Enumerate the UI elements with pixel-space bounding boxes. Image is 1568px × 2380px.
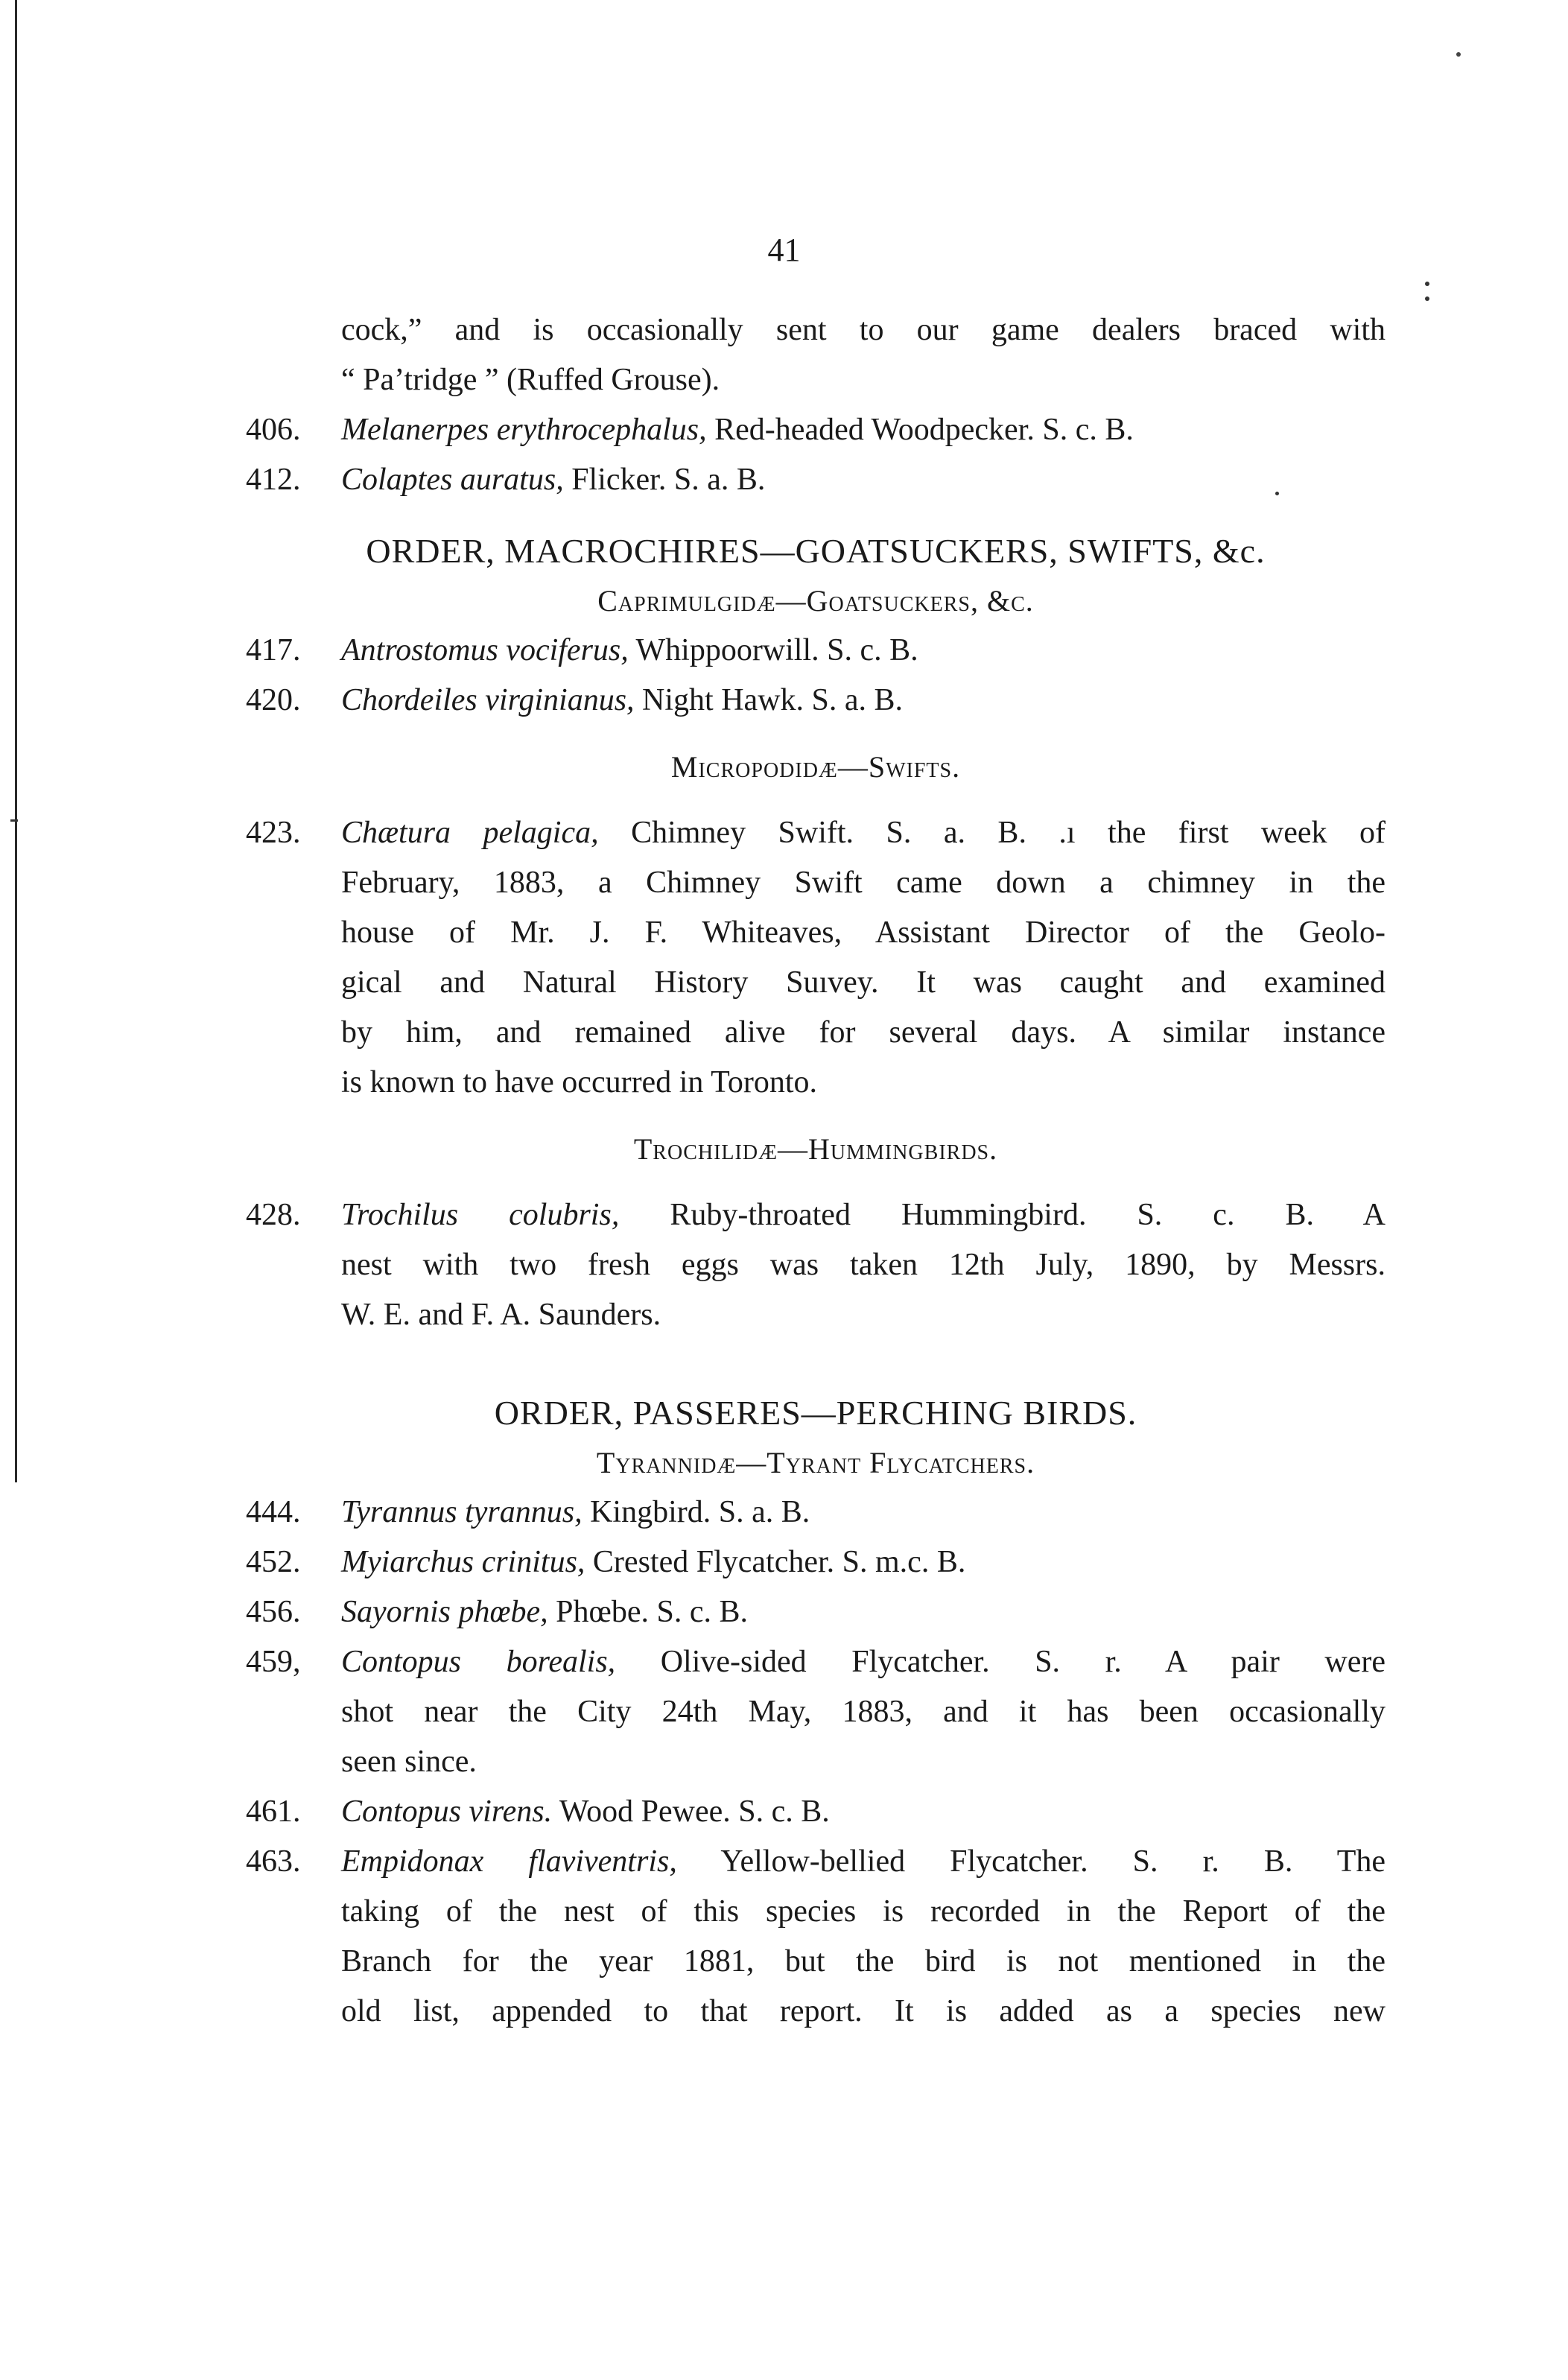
species-entry <box>246 455 1386 505</box>
species-entry <box>246 1587 1386 1637</box>
entry-text: Wood Pewee. S. c. B. <box>552 1794 830 1829</box>
scientific-name: Empidonax flaviventris, <box>341 1844 677 1879</box>
scientific-name: Contopus borealis, <box>341 1645 616 1679</box>
entry-continuation: is known to have occurred in Toronto. <box>341 1065 817 1099</box>
entry-continuation: February, 1883, a Chimney Swift came down a chimney in the <box>341 866 1386 900</box>
scan-edge-tick <box>10 819 18 822</box>
species-entry <box>246 676 1386 726</box>
entry-number: 456. <box>246 1595 301 1629</box>
entry-number: 412. <box>246 463 301 497</box>
scan-edge-line <box>15 0 17 1482</box>
entry-text: Olive-sided Flycatcher. S. r. A pair were <box>615 1645 1386 1679</box>
species-entry <box>246 1190 1386 1240</box>
entry-text: Flicker. S. a. B. <box>563 463 766 497</box>
family-heading: Caprimulgidæ—Goatsuckers, &c. <box>597 584 1034 618</box>
entry-continuation: gical and Natural History Suıvey. It was caught and examined <box>341 965 1386 1000</box>
family-heading: Micropodidæ—Swifts. <box>670 750 961 784</box>
scientific-name: Myiarchus crinitus, <box>341 1545 585 1579</box>
scientific-name: Chordeiles virginianus, <box>341 683 635 717</box>
species-entry <box>246 1837 1386 1887</box>
entry-number: 459, <box>246 1645 301 1679</box>
entry-continuation: shot near the City 24th May, 1883, and it has been occasionally <box>341 1695 1386 1729</box>
entry-continuation: house of Mr. J. F. Whiteaves, Assistant Director of the Geolo- <box>341 915 1386 950</box>
intro-line: cock,” and is occasionally sent to our game dealers braced with <box>341 313 1386 347</box>
scientific-name: Sayornis phœbe, <box>341 1595 548 1629</box>
scientific-name: Contopus virens. <box>341 1794 553 1829</box>
entry-number: 420. <box>246 683 301 717</box>
entry-continuation: taking of the nest of this species is recorded in the Report of the <box>341 1894 1386 1929</box>
entry-number: 463. <box>246 1844 301 1879</box>
entry-number: 417. <box>246 633 301 667</box>
entry-continuation: nest with two fresh eggs was taken 12th July, 1890, by Messrs. <box>341 1248 1386 1282</box>
entry-number: 461. <box>246 1794 301 1829</box>
intro-line: “ Pa’tridge ” (Ruffed Grouse). <box>341 363 720 397</box>
species-entry <box>246 1538 1386 1587</box>
scientific-name: Melanerpes erythrocephalus, <box>341 413 707 447</box>
speck <box>1425 296 1429 301</box>
entry-continuation: W. E. and F. A. Saunders. <box>341 1298 661 1332</box>
scientific-name: Antrostomus vociferus, <box>341 633 629 667</box>
entry-text: Crested Flycatcher. S. m.c. B. <box>585 1545 966 1579</box>
entry-text: Phœbe. S. c. B. <box>547 1595 749 1629</box>
family-heading: Trochilidæ—Hummingbirds. <box>633 1132 998 1166</box>
entry-number: 423. <box>246 816 301 850</box>
species-entry <box>246 808 1386 858</box>
scientific-name: Chætura pelagica, <box>341 816 599 850</box>
order-heading: ORDER, PASSERES—PERCHING BIRDS. <box>494 1394 1137 1432</box>
scientific-name: Colaptes auratus, <box>341 463 564 497</box>
entry-number: 428. <box>246 1198 301 1232</box>
species-entry <box>246 1488 1386 1538</box>
species-entry <box>246 1787 1386 1837</box>
entry-number: 444. <box>246 1495 301 1529</box>
entry-number: 406. <box>246 413 301 447</box>
entry-continuation: old list, appended to that report. It is added as a species new <box>341 1994 1386 2028</box>
entry-continuation: Branch for the year 1881, but the bird is not mentioned in the <box>341 1944 1386 1978</box>
scientific-name: Tyrannus tyrannus, <box>341 1495 583 1529</box>
scientific-name: Trochilus colubris, <box>341 1198 620 1232</box>
species-entry <box>246 405 1386 455</box>
family-heading: Tyrannidæ—Tyrant Flycatchers. <box>596 1446 1035 1479</box>
page-body <box>246 305 1386 2037</box>
entry-text: Yellow-bellied Flycatcher. S. r. B. The <box>676 1844 1386 1879</box>
entry-text: Chimney Swift. S. a. B. .ı the first week of <box>598 816 1386 850</box>
order-heading: ORDER, MACROCHIRES—GOATSUCKERS, SWIFTS, &c. <box>366 532 1266 570</box>
speck <box>1425 282 1429 286</box>
species-entry <box>246 1637 1386 1687</box>
entry-continuation: by him, and remained alive for several days. A similar instance <box>341 1015 1386 1050</box>
entry-number: 452. <box>246 1545 301 1579</box>
entry-text: Night Hawk. S. a. B. <box>634 683 904 717</box>
entry-text: Whippoorwill. S. c. B. <box>628 633 918 667</box>
entry-text: Kingbird. S. a. B. <box>582 1495 810 1529</box>
entry-continuation: seen since. <box>341 1745 477 1779</box>
page-number: 41 <box>767 232 801 268</box>
speck <box>1456 52 1461 57</box>
species-entry <box>246 626 1386 676</box>
entry-text: Red-headed Woodpecker. S. c. B. <box>706 413 1134 447</box>
entry-text: Ruby-throated Hummingbird. S. c. B. A <box>619 1198 1386 1232</box>
